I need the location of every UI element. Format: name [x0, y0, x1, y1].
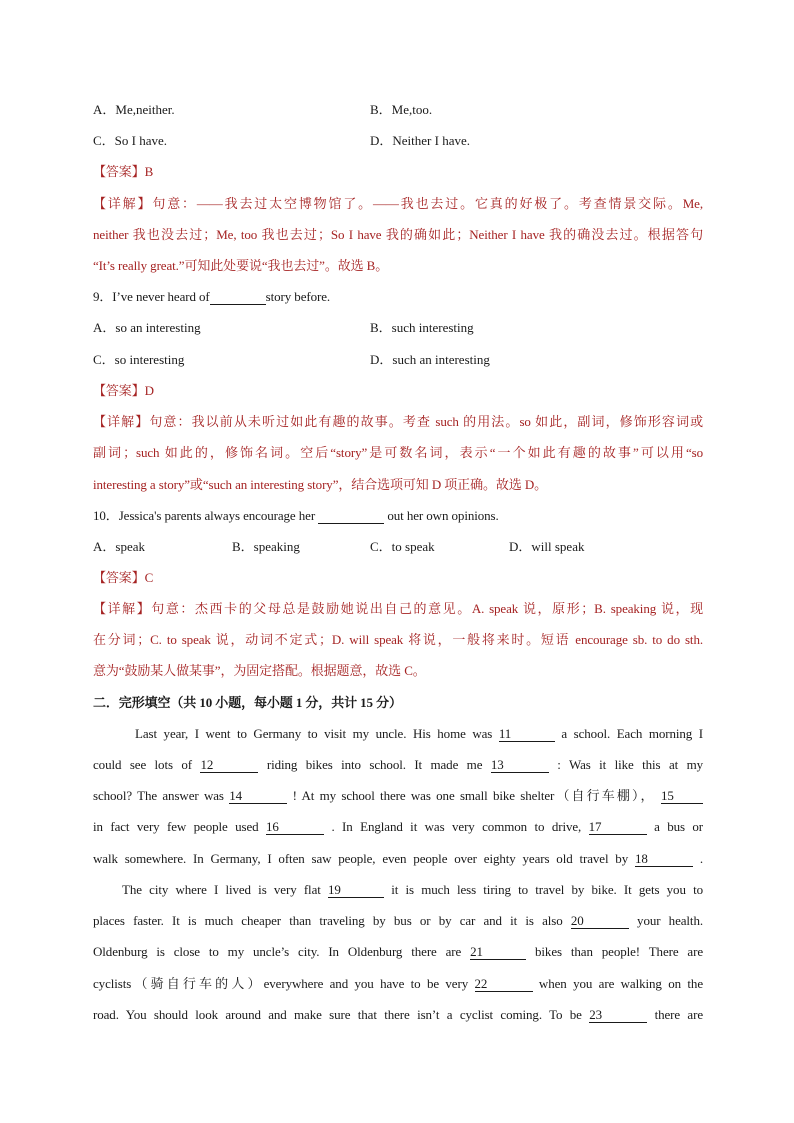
passage-text: walk somewhere. In Germany, I often saw people, even people over eighty years old travel by [93, 851, 629, 866]
q10-option-b: B．speaking [232, 539, 300, 554]
passage-line [93, 912, 703, 930]
passage-text: when you are walking on the [538, 976, 703, 991]
passage-line [93, 818, 703, 836]
passage-text: bikes than people! There are [535, 944, 703, 959]
q9-answer [93, 382, 703, 400]
q8-option-a: A．Me,neither. [93, 102, 175, 117]
q8-detail-line-1 [93, 195, 703, 213]
q9-detail-line-1 [93, 413, 703, 431]
passage-line [93, 850, 703, 868]
answer-label: 【答案】 [93, 164, 145, 179]
answer-value: C [144, 570, 154, 585]
cloze-blank-22: 22 [475, 977, 533, 992]
detail-label: 【详解】 [93, 601, 152, 616]
passage-text: Last year, I went to Germany to visit my uncle. His home was [135, 726, 493, 741]
q9-stem-post: story before. [265, 289, 331, 304]
passage-text: a bus or [654, 819, 704, 834]
passage-text: riding bikes into school. It made me [266, 757, 483, 772]
detail-text: 句意：——我去过太空博物馆了。——我也去过。它真的好极了。考查情景交际。Me, [152, 196, 703, 211]
passage-text: . [699, 851, 703, 866]
q9-stem [93, 288, 703, 306]
cloze-blank-17: 17 [589, 820, 647, 835]
cloze-blank-21: 21 [470, 945, 526, 960]
q10-stem [93, 507, 703, 525]
detail-label: 【详解】 [93, 196, 153, 211]
q8-detail-line-3: “It’s really great.”可知此处要说“我也去过”。故选 B。 [93, 258, 389, 273]
q9-option-c: C．so interesting [93, 352, 185, 367]
q9-stem-pre: 9．I’ve never heard of [93, 289, 210, 304]
q10-option-d: D．will speak [509, 539, 585, 554]
q9-detail-line-2: 副词；such 如此的，修饰名词。空后“story”是可数名词，表示“一个如此有趣的故事”可以用“so [93, 445, 703, 460]
q8-answer [93, 163, 703, 181]
passage-line [93, 787, 703, 805]
q10-stem-pre: 10．Jessica's parents always encourage her [93, 508, 316, 523]
passage-line [93, 943, 703, 961]
passage-text: . In England it was very common to drive, [331, 819, 582, 834]
passage-text: a school. Each morning I [561, 726, 703, 741]
answer-label: 【答案】 [93, 570, 145, 585]
q10-detail-line-2: 在分词；C. to speak 说，动词不定式；D. will speak 将说，一般将来时。短语 encourage sb. to do sth. [93, 632, 703, 647]
q10-blank [318, 509, 384, 524]
q10-detail-line-1 [93, 600, 703, 618]
passage-text: school? The answer was [93, 788, 224, 803]
q9-option-a: A．so an interesting [93, 320, 201, 335]
q10-detail-line-3: 意为“鼓励某人做某事”，为固定搭配。根据题意，故选 C。 [93, 663, 426, 678]
passage-line [93, 975, 703, 993]
cloze-blank-16: 16 [266, 820, 324, 835]
passage-line [122, 881, 703, 899]
cloze-blank-12: 12 [200, 758, 258, 773]
passage-text: cyclists（骑自行车的人）everywhere and you have to be very [93, 976, 469, 991]
answer-value: D [144, 383, 154, 398]
q8-option-c: C．So I have. [93, 133, 168, 148]
q8-option-d: D．Neither I have. [370, 133, 470, 148]
passage-text: your health. [637, 913, 703, 928]
q9-option-b: B．such interesting [370, 320, 474, 335]
q8-option-b: B．Me,too. [370, 102, 433, 117]
passage-line [93, 756, 703, 774]
passage-text: there are [654, 1007, 703, 1022]
cloze-blank-15: 15 [661, 789, 703, 804]
answer-label: 【答案】 [93, 383, 145, 398]
q10-option-c: C．to speak [370, 539, 435, 554]
passage-text: it is much less tiring to travel by bike. It gets you to [391, 882, 704, 897]
passage-text: Oldenburg is close to my uncle’s city. In Oldenburg there are [93, 944, 462, 959]
q10-answer [93, 569, 703, 587]
passage-text: road. You should look around and make sure that there isn’t a cyclist coming. To be [93, 1007, 582, 1022]
passage-text: in fact very few people used [93, 819, 259, 834]
passage-text: ! At my school there was one small bike shelter（自行车棚）， [292, 788, 656, 803]
detail-text: 句意：杰西卡的父母总是鼓励她说出自己的意见。A. speak 说，原形；B. speaking 说，现 [151, 601, 703, 616]
cloze-blank-11: 11 [499, 727, 555, 742]
q9-detail-line-3: interesting a story”或“such an interesting story”，结合选项可知 D 项正确。故选 D。 [93, 477, 548, 492]
passage-text: : Was it like this at my [557, 757, 703, 772]
detail-label: 【详解】 [93, 414, 150, 429]
passage-text: could see lots of [93, 757, 192, 772]
section-title: 二．完形填空（共 10 小题，每小题 1 分，共计 15 分） [93, 695, 402, 710]
cloze-blank-19: 19 [328, 883, 384, 898]
q9-blank [210, 290, 266, 305]
q10-option-a: A．speak [93, 539, 145, 554]
passage-text: places faster. It is much cheaper than traveling by bus or by car and it is also [93, 913, 563, 928]
cloze-blank-18: 18 [635, 852, 693, 867]
cloze-blank-13: 13 [491, 758, 549, 773]
cloze-blank-14: 14 [229, 789, 287, 804]
cloze-blank-20: 20 [571, 914, 629, 929]
passage-line [93, 1006, 703, 1024]
q8-detail-line-2: neither 我也没去过；Me, too 我也去过；So I have 我的确如此；Neither I have 我的确没去过。根据答句 [93, 227, 703, 242]
q10-stem-post: out her own opinions. [387, 508, 499, 523]
detail-text: 句意：我以前从未听过如此有趣的故事。考查 such 的用法。so 如此，副词，修饰形容词或 [149, 414, 703, 429]
answer-value: B [144, 164, 154, 179]
passage-line [135, 725, 703, 743]
cloze-blank-23: 23 [589, 1008, 647, 1023]
passage-text: The city where I lived is very flat [122, 882, 321, 897]
q9-option-d: D．such an interesting [370, 352, 490, 367]
